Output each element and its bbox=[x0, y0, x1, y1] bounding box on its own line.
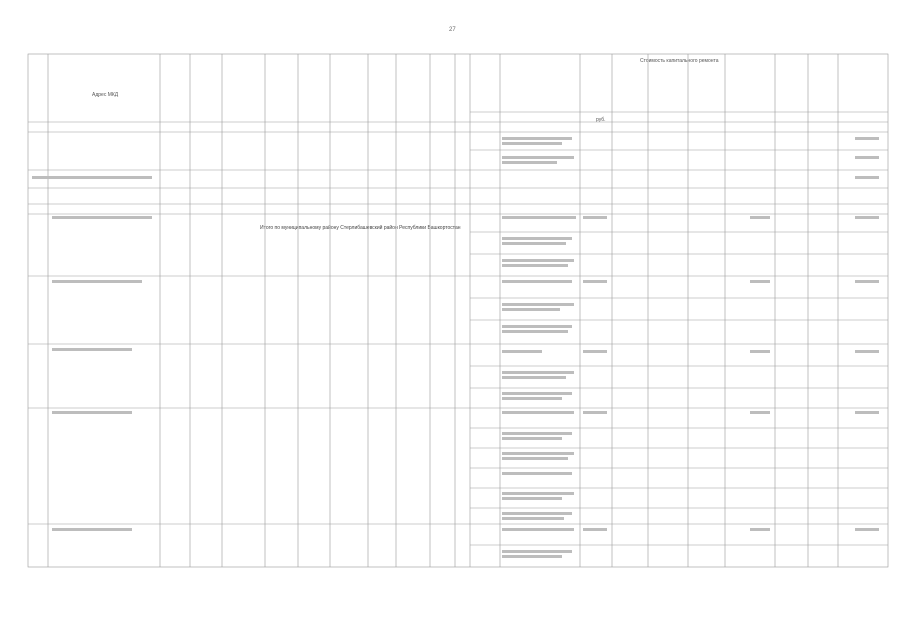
illegible-cell-text bbox=[32, 137, 879, 558]
table-frame bbox=[28, 54, 888, 567]
unit-label: руб. bbox=[596, 117, 606, 123]
page-number: 27 bbox=[449, 27, 456, 33]
header-cost-label: Стоимость капитального ремонта bbox=[640, 58, 719, 64]
section-title: Итого по муниципальному району Стерлибашевский район Республики Башкортостан bbox=[260, 225, 461, 231]
header-address-label: Адрес МКД bbox=[92, 92, 119, 98]
